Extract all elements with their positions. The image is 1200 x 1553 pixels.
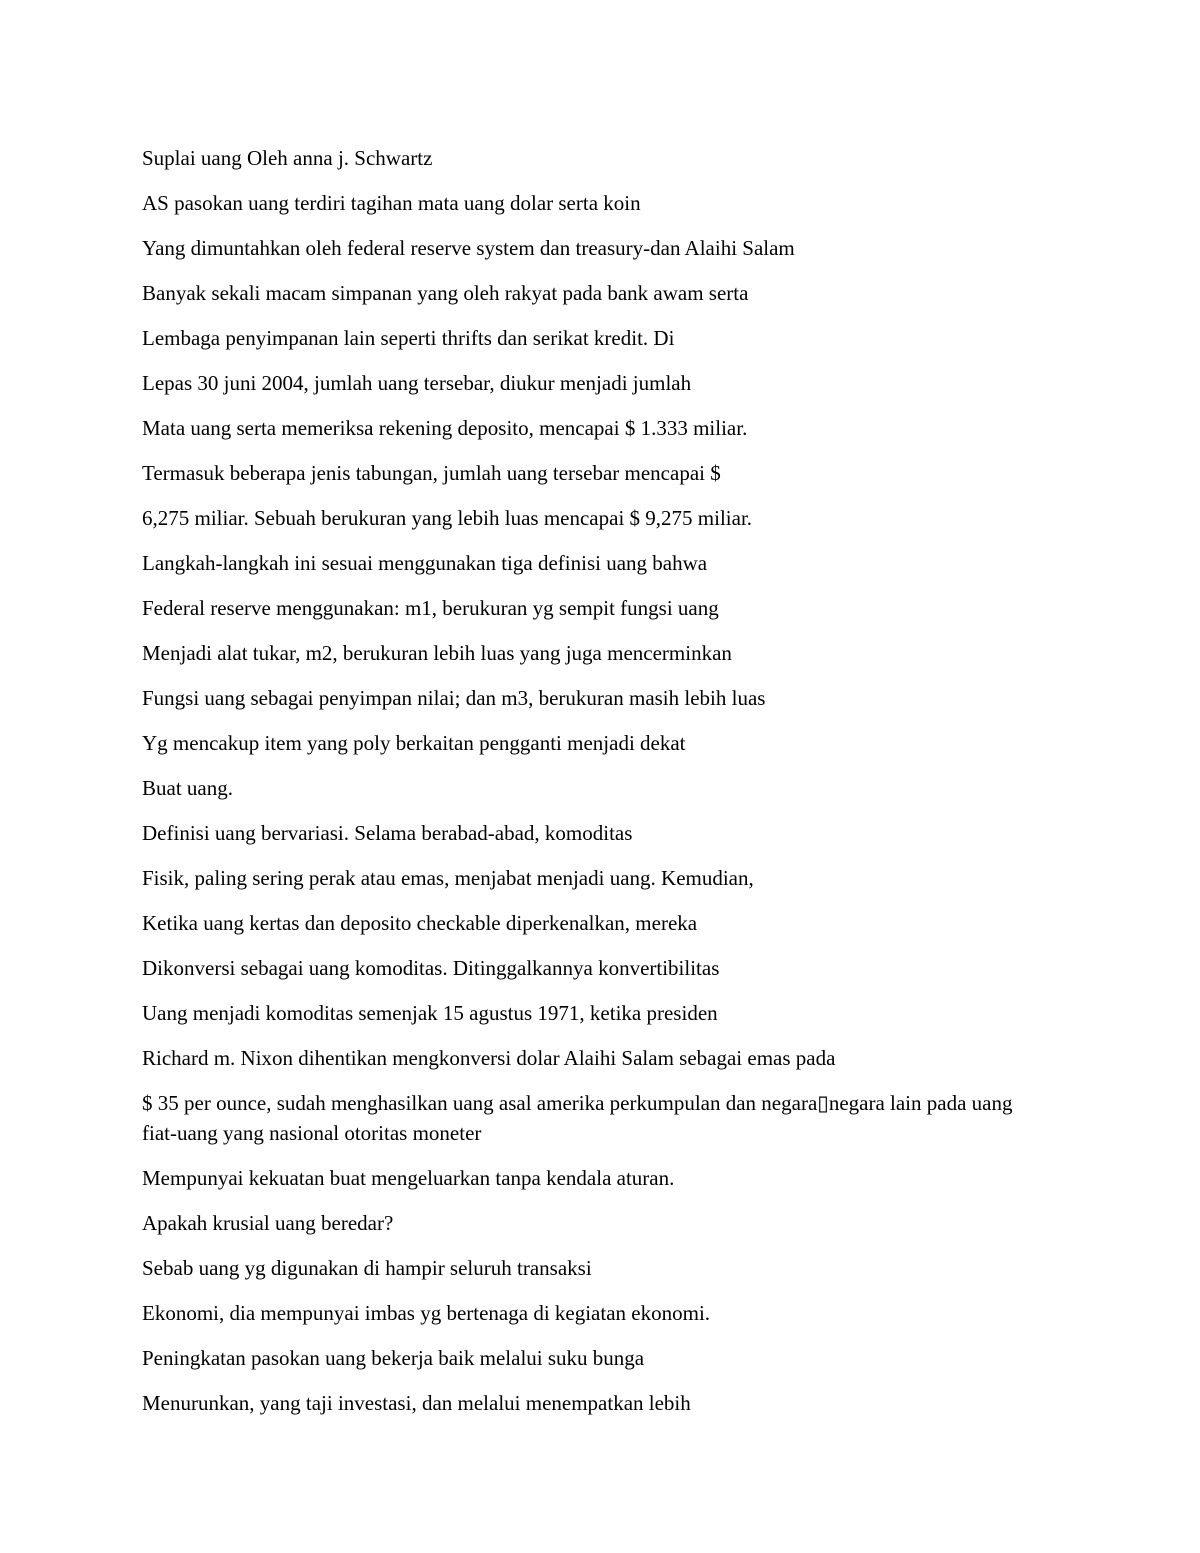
paragraph: Ketika uang kertas dan deposito checkable diperkenalkan, mereka [142,911,698,935]
paragraph: Mata uang serta memeriksa rekening deposito, mencapai $ 1.333 miliar. [142,416,748,440]
paragraph: Fungsi uang sebagai penyimpan nilai; dan m3, berukuran masih lebih luas [142,686,766,710]
paragraph: Fisik, paling sering perak atau emas, menjabat menjadi uang. Kemudian, [142,866,754,890]
paragraph: Menjadi alat tukar, m2, berukuran lebih luas yang juga mencerminkan [142,641,732,665]
paragraph: Ekonomi, dia mempunyai imbas yg bertenaga di kegiatan ekonomi. [142,1301,711,1325]
paragraph: Lepas 30 juni 2004, jumlah uang tersebar, diukur menjadi jumlah [142,371,692,395]
paragraph: Uang menjadi komoditas semenjak 15 agustus 1971, ketika presiden [142,1001,718,1025]
paragraph: Banyak sekali macam simpanan yang oleh rakyat pada bank awam serta [142,281,749,305]
paragraph: Lembaga penyimpanan lain seperti thrifts dan serikat kredit. Di [142,326,675,350]
paragraph: Mempunyai kekuatan buat mengeluarkan tanpa kendala aturan. [142,1166,675,1190]
paragraph: Buat uang. [142,776,233,800]
paragraph: 6,275 miliar. Sebuah berukuran yang lebih luas mencapai $ 9,275 miliar. [142,506,753,530]
paragraph: Yg mencakup item yang poly berkaitan pengganti menjadi dekat [142,731,686,755]
paragraph: Peningkatan pasokan uang bekerja baik melalui suku bunga [142,1346,645,1370]
paragraph: Menurunkan, yang taji investasi, dan melalui menempatkan lebih [142,1391,691,1415]
paragraph: Federal reserve menggunakan: m1, berukuran yg sempit fungsi uang [142,596,719,620]
paragraph: Dikonversi sebagai uang komoditas. Ditinggalkannya konvertibilitas [142,956,720,980]
paragraph: Yang dimuntahkan oleh federal reserve system dan treasury-dan Alaihi Salam [142,236,795,260]
paragraph-title: Suplai uang Oleh anna j. Schwartz [142,146,433,170]
paragraph: AS pasokan uang terdiri tagihan mata uang dolar serta koin [142,191,641,215]
paragraph: Definisi uang bervariasi. Selama berabad-abad, komoditas [142,821,633,845]
paragraph: Apakah krusial uang beredar? [142,1211,394,1235]
paragraph: Langkah-langkah ini sesuai menggunakan tiga definisi uang bahwa [142,551,708,575]
paragraph: Richard m. Nixon dihentikan mengkonversi dolar Alaihi Salam sebagai emas pada [142,1046,836,1070]
paragraph: Termasuk beberapa jenis tabungan, jumlah uang tersebar mencapai $ [142,461,721,485]
document-body [142,143,1042,1433]
paragraph: Sebab uang yg digunakan di hampir seluruh transaksi [142,1256,592,1280]
paragraph: $ 35 per ounce, sudah menghasilkan uang asal amerika perkumpulan dan negara▯negara lain pada uang fiat-uang yang nasional otoritas moneter [142,1091,1013,1145]
